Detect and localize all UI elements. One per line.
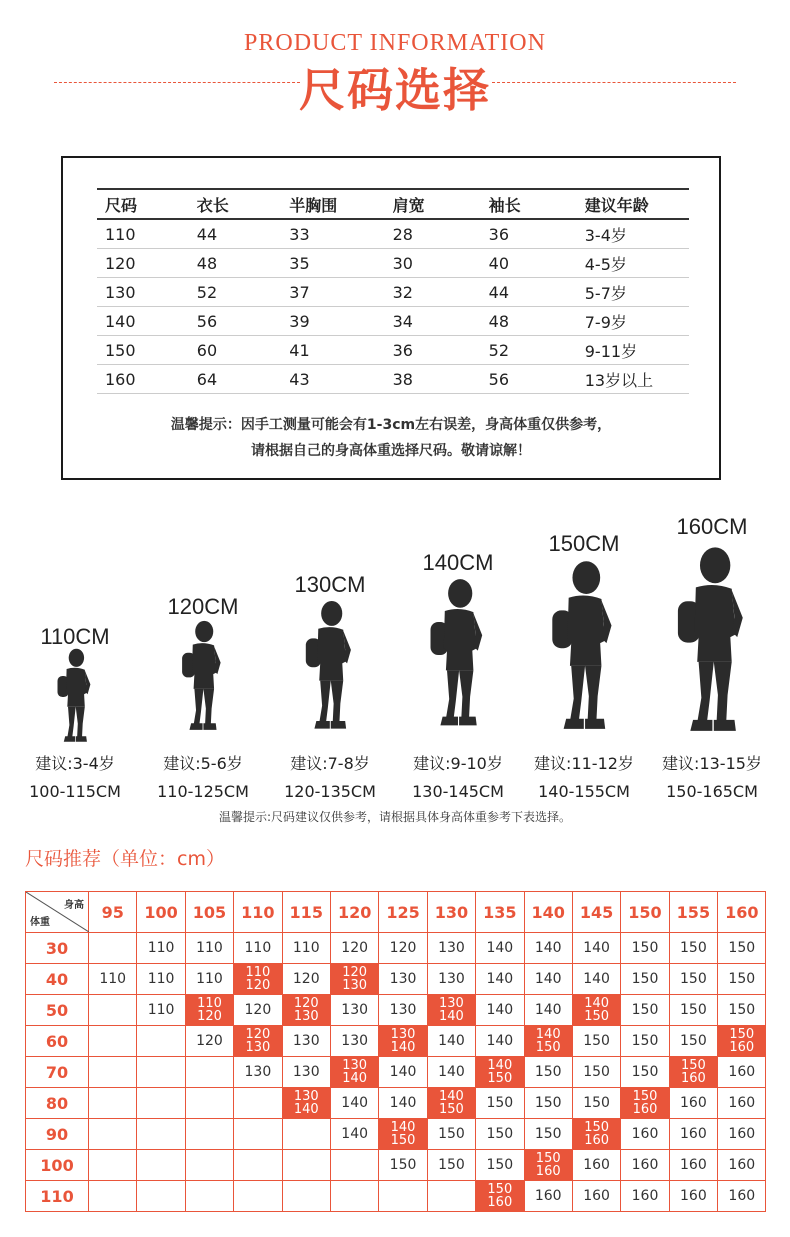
grid-cell: 110 — [185, 964, 233, 995]
grid-row — [26, 964, 766, 995]
grid-header-row — [26, 892, 766, 933]
figure-range-label: 120-135CM — [284, 782, 376, 801]
height-label-text: 130CM — [294, 572, 366, 597]
figure-range-label: 100-115CM — [29, 782, 121, 801]
grid-weight-header: 50 — [26, 995, 89, 1026]
figure-age-label: 建议:9-10岁 — [413, 754, 503, 773]
grid-cell: 120 — [330, 933, 378, 964]
grid-cell: 150 — [572, 1026, 620, 1057]
child-silhouette-icon — [301, 600, 359, 734]
grid-cell — [185, 1057, 233, 1088]
grid-cell: 160 — [621, 1119, 669, 1150]
size-table-cell: 44 — [189, 219, 282, 249]
grid-cell: 150 — [476, 1119, 524, 1150]
size-table — [97, 188, 689, 394]
size-table-cell: 36 — [481, 219, 577, 249]
size-table-header: 袖长 — [481, 189, 577, 219]
figure-range-label: 130-145CM — [412, 782, 504, 801]
size-table-cell: 56 — [189, 307, 282, 336]
grid-row — [26, 995, 766, 1026]
grid-cell — [89, 1057, 137, 1088]
grid-cell-highlight: 130 140 — [379, 1026, 427, 1057]
grid-cell-highlight: 150 160 — [572, 1119, 620, 1150]
grid-cell: 150 — [718, 964, 766, 995]
grid-cell: 130 — [330, 995, 378, 1026]
size-table-row — [97, 365, 689, 394]
grid-cell: 160 — [621, 1181, 669, 1212]
grid-cell — [89, 1181, 137, 1212]
figures-tip: 温馨提示:尺码建议仅供参考，请根据具体身高体重参考下表选择。 — [218, 810, 572, 824]
height-label-text: 160CM — [676, 514, 748, 539]
grid-height-header: 110 — [234, 892, 282, 933]
grid-row — [26, 1088, 766, 1119]
grid-cell: 120 — [185, 1026, 233, 1057]
grid-height-header: 100 — [137, 892, 185, 933]
grid-cell — [89, 1026, 137, 1057]
grid-cell-highlight: 140 150 — [427, 1088, 475, 1119]
grid-cell-highlight: 110 120 — [185, 995, 233, 1026]
size-table-cell: 140 — [97, 307, 189, 336]
grid-cell: 150 — [621, 1026, 669, 1057]
grid-cell: 110 — [137, 933, 185, 964]
grid-cell: 120 — [379, 933, 427, 964]
figure-range-label: 110-125CM — [157, 782, 249, 801]
grid-cell — [185, 1088, 233, 1119]
size-table-cell: 48 — [481, 307, 577, 336]
grid-height-header: 155 — [669, 892, 717, 933]
figure-range-label: 140-155CM — [538, 782, 630, 801]
grid-height-header: 95 — [89, 892, 137, 933]
height-label-text: 150CM — [548, 531, 620, 556]
grid-row — [26, 1057, 766, 1088]
grid-cell: 150 — [621, 964, 669, 995]
grid-cell: 160 — [669, 1088, 717, 1119]
size-table-cell: 7-9岁 — [577, 307, 689, 336]
figure-height-label — [270, 572, 390, 598]
size-table-row — [97, 219, 689, 249]
size-table-cell: 34 — [385, 307, 481, 336]
size-table-cell: 48 — [189, 249, 282, 278]
size-table-cell: 32 — [385, 278, 481, 307]
grid-cell: 150 — [669, 995, 717, 1026]
grid-cell: 160 — [718, 1150, 766, 1181]
grid-cell: 130 — [427, 964, 475, 995]
child-silhouette-icon — [425, 578, 491, 732]
size-table-cell: 35 — [281, 249, 384, 278]
height-label-text: 140CM — [422, 550, 494, 575]
grid-weight-header: 90 — [26, 1119, 89, 1150]
grid-cell-highlight: 110 120 — [234, 964, 282, 995]
size-table-cell: 60 — [189, 336, 282, 365]
grid-cell: 110 — [185, 933, 233, 964]
grid-cell: 150 — [427, 1119, 475, 1150]
child-silhouette-icon — [54, 648, 96, 746]
grid-cell — [137, 1181, 185, 1212]
grid-cell: 160 — [572, 1150, 620, 1181]
grid-cell: 150 — [669, 1026, 717, 1057]
size-table-header: 肩宽 — [385, 189, 481, 219]
grid-cell: 140 — [379, 1088, 427, 1119]
grid-cell: 150 — [718, 995, 766, 1026]
grid-weight-header: 110 — [26, 1181, 89, 1212]
grid-cell: 160 — [621, 1150, 669, 1181]
grid-cell — [137, 1150, 185, 1181]
grid-height-header: 150 — [621, 892, 669, 933]
grid-cell-highlight: 120 130 — [330, 964, 378, 995]
size-table-header: 尺码 — [97, 189, 189, 219]
grid-cell-highlight: 150 160 — [669, 1057, 717, 1088]
size-table-header: 衣长 — [189, 189, 282, 219]
figure-age-label: 建议:7-8岁 — [290, 754, 370, 773]
grid-cell: 130 — [330, 1026, 378, 1057]
size-table-cell: 5-7岁 — [577, 278, 689, 307]
grid-height-header: 105 — [185, 892, 233, 933]
grid-cell: 150 — [621, 933, 669, 964]
size-table-cell: 13岁以上 — [577, 365, 689, 394]
figure-age-label: 建议:3-4岁 — [35, 754, 115, 773]
grid-cell: 150 — [427, 1150, 475, 1181]
recommend-title: 尺码推荐（单位：cm） — [25, 848, 225, 870]
grid-cell — [89, 995, 137, 1026]
size-table-row — [97, 249, 689, 278]
height-label-text: 110CM — [40, 624, 110, 649]
figure-range-label: 150-165CM — [666, 782, 758, 801]
size-table-cell: 38 — [385, 365, 481, 394]
size-table-row — [97, 336, 689, 365]
grid-cell: 150 — [669, 933, 717, 964]
grid-cell — [282, 1119, 330, 1150]
figure-age-label: 建议:5-6岁 — [163, 754, 243, 773]
grid-row — [26, 1150, 766, 1181]
grid-cell: 150 — [621, 995, 669, 1026]
size-table-cell: 150 — [97, 336, 189, 365]
grid-cell — [234, 1088, 282, 1119]
grid-row — [26, 1026, 766, 1057]
grid-row — [26, 1181, 766, 1212]
grid-cell — [379, 1181, 427, 1212]
grid-cell: 150 — [524, 1057, 572, 1088]
grid-cell-highlight: 120 130 — [234, 1026, 282, 1057]
grid-cell: 160 — [669, 1181, 717, 1212]
header-cn-title: 尺码选择 — [299, 63, 491, 117]
grid-cell: 140 — [524, 933, 572, 964]
header-en-title: PRODUCT INFORMATION — [244, 30, 546, 56]
size-table-cell: 64 — [189, 365, 282, 394]
grid-cell: 140 — [427, 1026, 475, 1057]
grid-cell: 140 — [572, 964, 620, 995]
size-note-line1: 温馨提示：因手工测量可能会有1-3cm左右误差，身高体重仅供参考， — [170, 417, 612, 433]
grid-height-header: 160 — [718, 892, 766, 933]
grid-cell: 110 — [137, 964, 185, 995]
grid-cell: 150 — [524, 1088, 572, 1119]
grid-cell — [282, 1181, 330, 1212]
size-table-cell: 37 — [281, 278, 384, 307]
grid-cell: 130 — [282, 1026, 330, 1057]
figure-height-label — [398, 550, 518, 576]
grid-cell-highlight: 150 160 — [524, 1150, 572, 1181]
child-silhouette-icon — [546, 560, 622, 736]
size-table-cell: 28 — [385, 219, 481, 249]
grid-cell: 150 — [476, 1088, 524, 1119]
size-table-cell: 36 — [385, 336, 481, 365]
grid-cell — [185, 1181, 233, 1212]
grid-cell: 150 — [669, 964, 717, 995]
size-table-cell: 43 — [281, 365, 384, 394]
grid-cell — [89, 1088, 137, 1119]
grid-cell: 110 — [234, 933, 282, 964]
grid-cell-highlight: 140 150 — [524, 1026, 572, 1057]
grid-cell — [137, 1088, 185, 1119]
figure-height-label — [15, 624, 135, 650]
grid-cell-highlight: 120 130 — [282, 995, 330, 1026]
grid-cell — [234, 1119, 282, 1150]
grid-cell: 150 — [476, 1150, 524, 1181]
grid-weight-header: 30 — [26, 933, 89, 964]
size-table-cell: 9-11岁 — [577, 336, 689, 365]
grid-height-header: 135 — [476, 892, 524, 933]
grid-height-header: 120 — [330, 892, 378, 933]
grid-weight-header: 60 — [26, 1026, 89, 1057]
grid-cell — [234, 1181, 282, 1212]
grid-cell — [282, 1150, 330, 1181]
grid-cell: 140 — [379, 1057, 427, 1088]
grid-height-header: 145 — [572, 892, 620, 933]
size-table-cell: 56 — [481, 365, 577, 394]
size-table-cell: 39 — [281, 307, 384, 336]
size-table-cell: 33 — [281, 219, 384, 249]
grid-cell: 150 — [524, 1119, 572, 1150]
figure-height-label — [524, 531, 644, 557]
child-silhouette-icon — [178, 620, 227, 735]
grid-cell: 150 — [621, 1057, 669, 1088]
grid-cell: 120 — [234, 995, 282, 1026]
grid-cell — [137, 1057, 185, 1088]
grid-cell: 140 — [476, 1026, 524, 1057]
grid-weight-header: 40 — [26, 964, 89, 995]
recommend-grid — [25, 891, 766, 1212]
grid-cell — [427, 1181, 475, 1212]
size-table-header: 建议年龄 — [577, 189, 689, 219]
size-table-cell: 41 — [281, 336, 384, 365]
grid-cell — [185, 1119, 233, 1150]
grid-cell — [89, 1119, 137, 1150]
grid-cell: 160 — [669, 1119, 717, 1150]
grid-cell-highlight: 140 150 — [476, 1057, 524, 1088]
grid-cell-highlight: 150 160 — [621, 1088, 669, 1119]
figure-age-label: 建议:13-15岁 — [662, 754, 762, 773]
size-table-cell: 40 — [481, 249, 577, 278]
size-table-cell: 160 — [97, 365, 189, 394]
grid-cell: 150 — [572, 1057, 620, 1088]
grid-height-header: 125 — [379, 892, 427, 933]
grid-cell: 150 — [379, 1150, 427, 1181]
grid-cell-highlight: 150 160 — [718, 1026, 766, 1057]
grid-cell: 160 — [718, 1057, 766, 1088]
grid-cell: 130 — [427, 933, 475, 964]
grid-cell: 140 — [524, 964, 572, 995]
grid-cell: 140 — [476, 964, 524, 995]
size-table-cell: 110 — [97, 219, 189, 249]
size-table-row — [97, 278, 689, 307]
size-table-cell: 130 — [97, 278, 189, 307]
grid-cell: 160 — [718, 1088, 766, 1119]
grid-height-header: 115 — [282, 892, 330, 933]
grid-cell: 140 — [572, 933, 620, 964]
grid-cell: 160 — [669, 1150, 717, 1181]
child-silhouette-icon — [671, 546, 754, 739]
grid-cell: 110 — [137, 995, 185, 1026]
grid-cell: 150 — [572, 1088, 620, 1119]
grid-cell: 160 — [718, 1119, 766, 1150]
grid-cell-highlight: 140 150 — [572, 995, 620, 1026]
grid-cell: 110 — [282, 933, 330, 964]
grid-row — [26, 933, 766, 964]
grid-cell — [330, 1150, 378, 1181]
grid-row — [26, 1119, 766, 1150]
grid-cell: 130 — [379, 995, 427, 1026]
grid-cell: 140 — [476, 995, 524, 1026]
grid-cell-highlight: 130 140 — [427, 995, 475, 1026]
size-table-cell: 4-5岁 — [577, 249, 689, 278]
grid-cell: 140 — [330, 1119, 378, 1150]
figure-height-label — [652, 514, 772, 540]
grid-cell: 160 — [572, 1181, 620, 1212]
size-table-row — [97, 307, 689, 336]
grid-weight-header: 100 — [26, 1150, 89, 1181]
grid-cell — [185, 1150, 233, 1181]
size-table-cell: 44 — [481, 278, 577, 307]
grid-cell: 140 — [524, 995, 572, 1026]
grid-weight-header: 70 — [26, 1057, 89, 1088]
grid-cell — [330, 1181, 378, 1212]
grid-weight-header: 80 — [26, 1088, 89, 1119]
grid-cell — [89, 933, 137, 964]
grid-cell: 140 — [330, 1088, 378, 1119]
size-note-line2: 请根据自己的身高体重选择尺码。敬请谅解！ — [251, 443, 531, 459]
size-table-box — [61, 156, 721, 480]
grid-cell-highlight: 130 140 — [282, 1088, 330, 1119]
grid-cell — [137, 1026, 185, 1057]
grid-cell: 160 — [524, 1181, 572, 1212]
figure-age-label: 建议:11-12岁 — [534, 754, 634, 773]
figure-height-label — [143, 594, 263, 620]
grid-cell: 130 — [282, 1057, 330, 1088]
grid-corner: 身高 体重 — [26, 892, 89, 933]
grid-cell: 130 — [234, 1057, 282, 1088]
grid-cell-highlight: 150 160 — [476, 1181, 524, 1212]
grid-cell: 130 — [379, 964, 427, 995]
grid-cell: 150 — [718, 933, 766, 964]
grid-cell: 120 — [282, 964, 330, 995]
grid-cell: 160 — [718, 1181, 766, 1212]
grid-cell-highlight: 130 140 — [330, 1057, 378, 1088]
grid-cell: 110 — [89, 964, 137, 995]
grid-cell-highlight: 140 150 — [379, 1119, 427, 1150]
size-table-header: 半胸围 — [281, 189, 384, 219]
grid-cell: 140 — [476, 933, 524, 964]
size-table-cell: 3-4岁 — [577, 219, 689, 249]
size-table-cell: 30 — [385, 249, 481, 278]
height-label-text: 120CM — [167, 594, 239, 619]
size-table-cell: 52 — [481, 336, 577, 365]
grid-height-header: 140 — [524, 892, 572, 933]
grid-cell: 140 — [427, 1057, 475, 1088]
grid-height-header: 130 — [427, 892, 475, 933]
size-table-cell: 52 — [189, 278, 282, 307]
grid-cell — [137, 1119, 185, 1150]
grid-cell — [89, 1150, 137, 1181]
size-table-cell: 120 — [97, 249, 189, 278]
grid-cell — [234, 1150, 282, 1181]
